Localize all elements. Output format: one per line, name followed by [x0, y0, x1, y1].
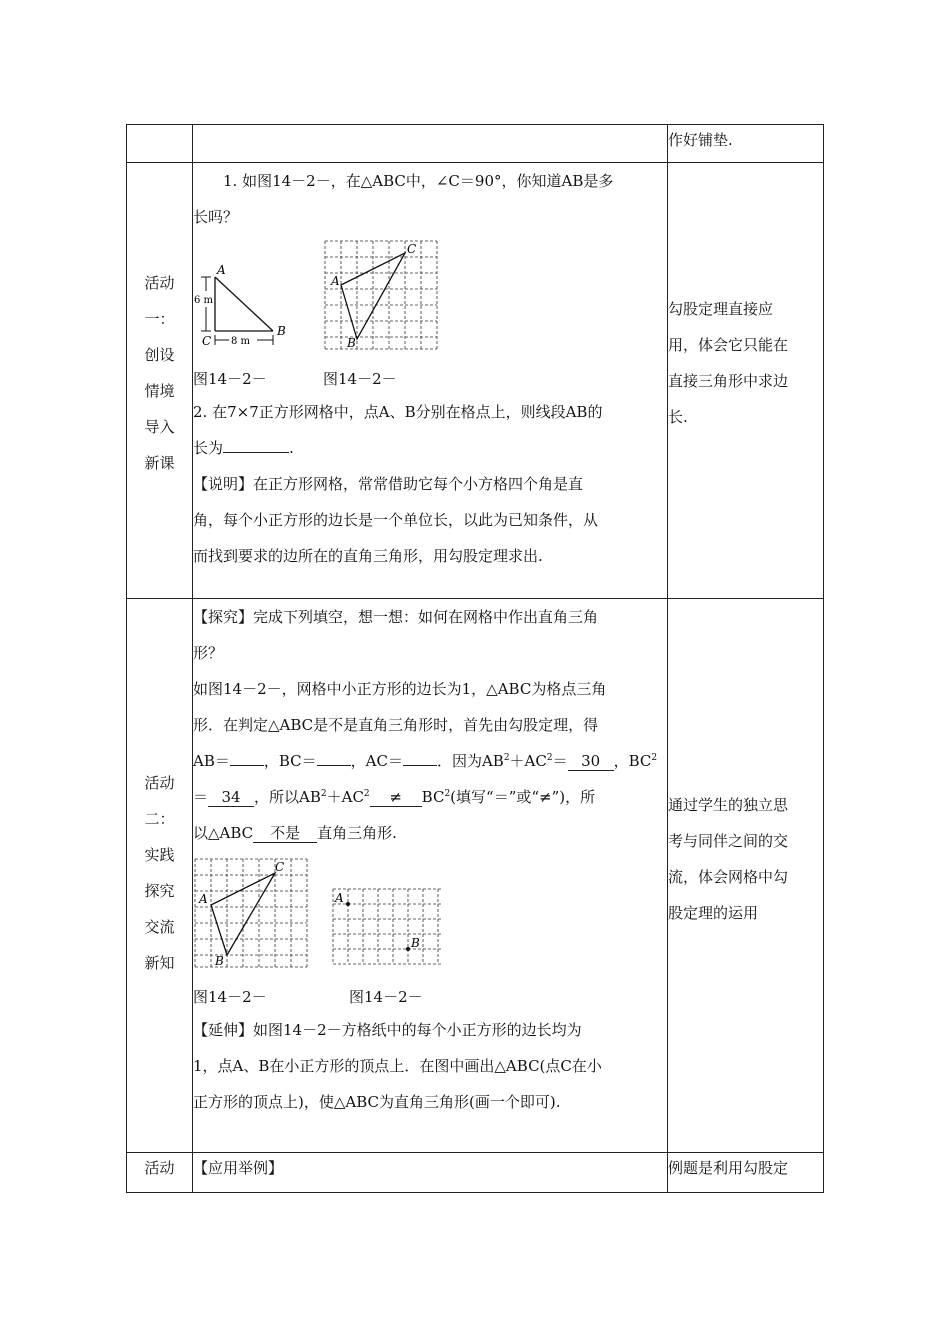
table-row — [127, 1153, 824, 1193]
table-row — [127, 125, 824, 163]
activity-three-note: 例题是利用勾股定 — [668, 1153, 824, 1193]
activity-one-content: 1. 如图14－2－，在△ABC中，∠C＝90°，你知道AB是多 长吗？ A B C 6 m 8 m A C B 图14－2－ 图14－2－ 2. 在7×7正方形网格中，点A、B分别在格点上，则线段AB的 长为 . 【说明】在正方形网格，常常借助它每个小方格四个角是直 角，每个小正方形的边长是一个单位长，以此为已知条件，从 而找到要求的边所在的直角三角形，用勾股定理求出. — [193, 163, 668, 599]
fig2-caption: 图14－2－ — [323, 370, 397, 388]
fig1-side-h: 8 m — [231, 336, 251, 347]
activity-three-content: 【应用举例】 — [193, 1153, 668, 1193]
grid-figure-1 — [323, 239, 439, 351]
fig3-label-a: A — [199, 892, 208, 906]
figure-row-2 — [193, 857, 667, 982]
fig4-label-b: B — [411, 936, 420, 950]
row0-note: 作好铺垫. — [668, 125, 824, 163]
fig1-label-a: A — [217, 263, 226, 277]
fig3-label-b: B — [215, 954, 224, 968]
grid-figure-2 — [193, 857, 309, 969]
answer-neq: ≠ — [370, 788, 422, 807]
answer-blank — [223, 452, 289, 453]
fig3-label-c: C — [275, 860, 285, 874]
answer-30: 30 — [568, 752, 614, 771]
answer-34: 34 — [208, 788, 254, 807]
activity-one-label: 活动 一： 创设 情境 导入 新课 — [127, 163, 193, 599]
fig4-label-a: A — [335, 891, 344, 905]
fig3-caption: 图14－2－ — [193, 988, 267, 1006]
grid-figure-3 — [331, 887, 443, 969]
figure-row-1 — [193, 239, 667, 364]
fig1-label-c: C — [202, 334, 212, 348]
activity-two-content: 【探究】完成下列填空，想一想：如何在网格中作出直角三角 形？ 如图14－2－，网格中小正方形的边长为1，△ABC为格点三角 形．在判定△ABC是不是直角三角形时，首先由勾股定理，得 AB＝ ，BC＝ ，AC＝ ．因为$AB^2+AC^2= 30$ ，$BC^2$ ＝ 34 ，所以$AB^2+AC^2 \ne BC^2$(填写“＝”或“≠”)，所 以△ABC 不是 直角三角形. A C B A B 图14－2－ 图14－2－ 【延伸】如图14－2－方格纸中的每个小正方形的边长均为 1，点A、B在小正方形的顶点上．在图中画出△ABC(点C在小 正方形的顶点上)，使△ABC为直角三角形(画一个即可). — [193, 599, 668, 1153]
blank-ab — [230, 765, 264, 766]
activity-two-note: 通过学生的独立思 考与同伴之间的交 流，体会网格中勾 股定理的运用 — [668, 599, 824, 1153]
fig2-label-a: A — [331, 274, 340, 288]
fig2-label-c: C — [407, 242, 417, 256]
point-a — [346, 902, 350, 906]
table-row — [127, 599, 824, 1153]
lesson-plan-table — [126, 124, 824, 1193]
activity-two-label: 活动 二： 实践 探究 交流 新知 — [127, 599, 193, 1153]
fig1-caption: 图14－2－ — [193, 370, 267, 388]
fig1-label-b: B — [277, 324, 286, 338]
fig2-label-b: B — [347, 336, 356, 350]
activity-one-note: 勾股定理直接应 用，体会它只能在 直接三角形中求边 长. — [668, 163, 824, 599]
fig1-side-v: 6 m — [194, 295, 214, 306]
blank-ac — [403, 765, 437, 766]
point-b — [406, 947, 410, 951]
fig4-caption: 图14－2－ — [349, 988, 423, 1006]
blank-bc — [317, 765, 351, 766]
activity-three-label: 活动 — [127, 1153, 193, 1193]
answer-not-is: 不是 — [253, 824, 317, 843]
right-triangle-figure — [193, 261, 319, 351]
table-row — [127, 163, 824, 599]
